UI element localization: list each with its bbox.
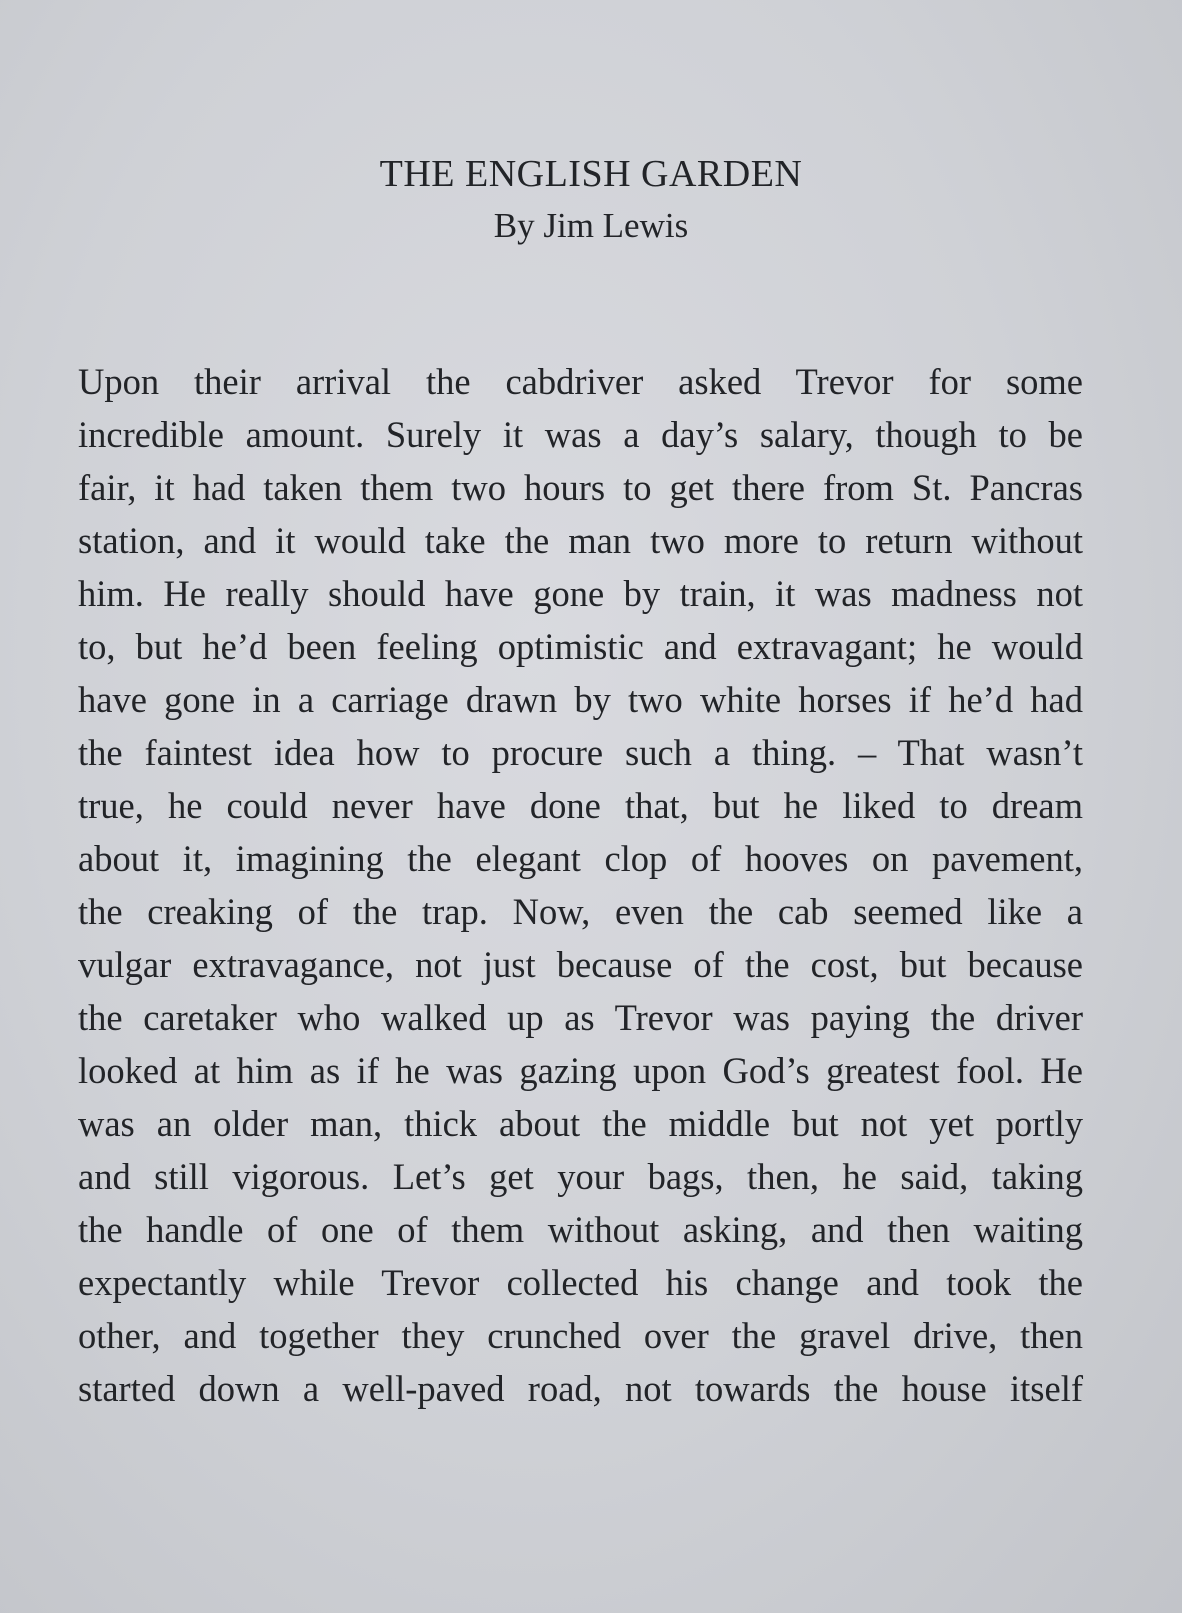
body-line: Upon their arrival the cabdriver asked Trevor for some [78, 361, 1083, 402]
body-line: to, but he’d been feeling optimistic and extravagant; he would [78, 626, 1083, 667]
body-line: and still vigorous. Let’s get your bags, then, he said, taking [78, 1156, 1083, 1197]
body-line: the creaking of the trap. Now, even the cab seemed like a [78, 891, 1083, 932]
body-line: the faintest idea how to procure such a thing. – That wasn’t [78, 732, 1083, 773]
body-line: him. He really should have gone by train, it was madness not [78, 573, 1083, 614]
story-byline: By Jim Lewis [493, 206, 689, 245]
body-line: incredible amount. Surely it was a day’s salary, though to be [78, 414, 1083, 455]
body-line: looked at him as if he was gazing upon God’s greatest fool. He [78, 1050, 1083, 1091]
body-line: have gone in a carriage drawn by two white horses if he’d had [78, 679, 1083, 720]
body-line: started down a well-paved road, not towards the house itself [78, 1368, 1083, 1409]
body-line: other, and together they crunched over the gravel drive, then [78, 1315, 1083, 1356]
story-title: THE ENGLISH GARDEN [379, 153, 803, 195]
body-line: about it, imagining the elegant clop of hooves on pavement, [78, 838, 1083, 879]
body-line: the caretaker who walked up as Trevor was paying the driver [78, 997, 1083, 1038]
body-line: station, and it would take the man two more to return without [78, 520, 1083, 561]
body-line: expectantly while Trevor collected his change and took the [78, 1262, 1083, 1303]
body-line: vulgar extravagance, not just because of the cost, but because [78, 944, 1083, 985]
body-line: was an older man, thick about the middle but not yet portly [78, 1103, 1083, 1144]
body-line: fair, it had taken them two hours to get there from St. Pancras [78, 467, 1083, 508]
body-line: the handle of one of them without asking, and then waiting [78, 1209, 1083, 1250]
story-body [78, 355, 1083, 1415]
body-line: true, he could never have done that, but he liked to dream [78, 785, 1083, 826]
